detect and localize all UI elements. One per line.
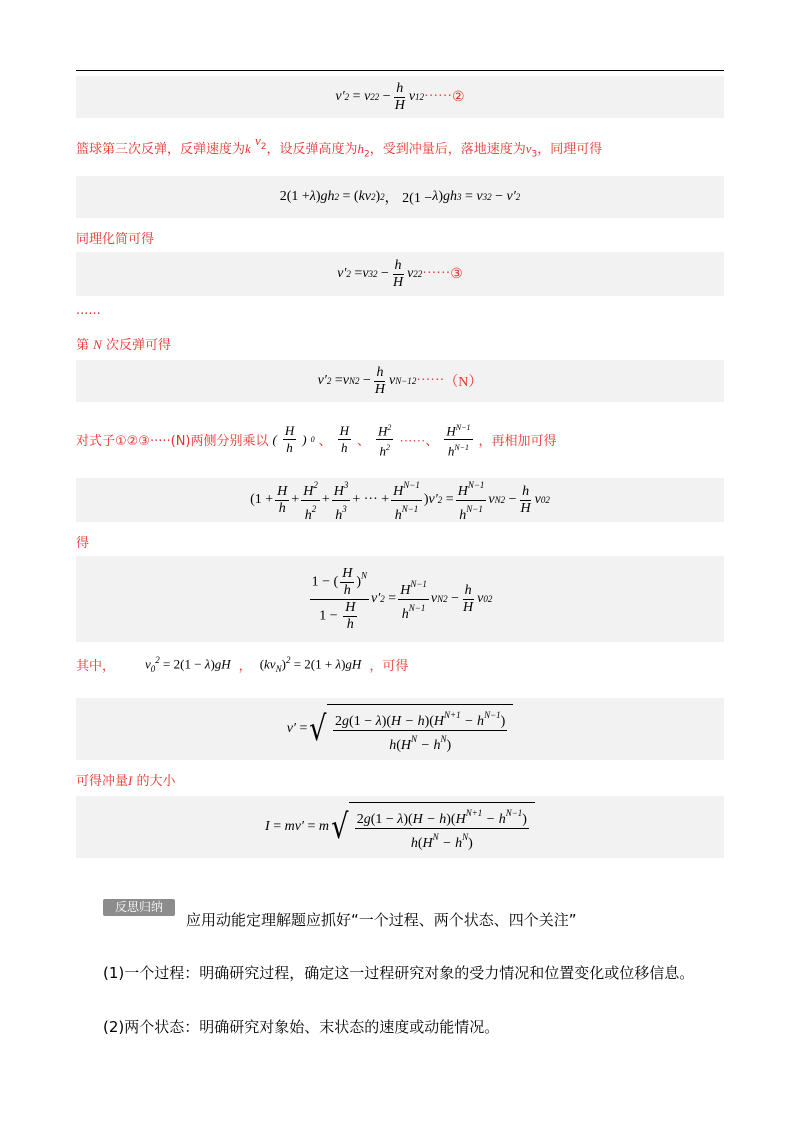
text-de: 得 [76, 536, 90, 551]
equation-sum: (1 + $\frac{H}{h}$ + $\frac{H^2}{h^2}$ + $\frac{H^3}{h^3}$ + ··· + $\frac{H^{N-1}}{h^{N-1}}$ ) v′ 2 = $\frac{H^{N-1}}{h^{N-1}}$ v N 2 − $\frac{h}{H}$ v 0 2 [76, 478, 724, 522]
equation-vprime: v′ = √ $\frac{2g(1 - \lambda)(H - h)(H^{N+1} - h^{N-1})}{h(H^N - h^N)}$ [76, 698, 724, 760]
text-multiply: 对式子①②③·····(N)两侧分别乘以 ( $\frac{H}{h}$ ) 0 、 $\frac{H}{h}$ 、 $\frac{H^2}{h^2}$ ······、 $\frac{H^{N-1}}{h^{N-1}}$ ，再相加可得 [76, 420, 557, 460]
equation-box-third [76, 176, 724, 218]
equation-box-vprime [76, 698, 724, 760]
equation-n: v′ 2 = v N 2 − $\frac{h}{H}$ v N−1 2 ······ （N） [317, 364, 483, 397]
text-third-bounce: 篮球第三次反弹，反弹速度为k $v_2$，设反弹高度为$h_2$，受到冲量后，落地速度为$v_3$，同理可得 [76, 133, 603, 160]
text-where: 其中， $v_0^2 = 2(1 - \lambda)gH$ ， $(kv_N)^2 = 2(1 + \lambda)gH$ ，可得 [76, 655, 409, 674]
equation-3: v′ 2 = v 3 2 − $\frac{h}{H}$ v 2 2 ······ ③ [337, 257, 463, 290]
text-impulse: 可得冲量I 的大小 [76, 773, 176, 789]
equation-box-sum [76, 478, 724, 522]
summary-heading: 应用动能定理解题应抓好“一个过程、两个状态、四个关注” [186, 911, 577, 929]
equation-box-n [76, 360, 724, 402]
text-simplify: 同理化简可得 [76, 232, 155, 247]
equation-box-simplified [76, 556, 724, 642]
equation-impulse: I = mv′ = m √ $\frac{2g(1 - \lambda)(H - h)(H^{N+1} - h^{N-1})}{h(H^N - h^N)}$ [76, 796, 724, 858]
equation-box-3 [76, 252, 724, 296]
text-nth-bounce: 第 N 次反弹可得 [76, 337, 171, 353]
summary-tag: 反思归纳 [103, 899, 175, 916]
equation-simplified: 1 − ( $\frac{H}{h}$ )$^N$ 1 − $\frac{H}{h}$ v′ 2 = $\frac{H^{N-1}}{h^{N-1}}$ v N 2 − $\frac{h}{H}$ v 0 2 [311, 565, 493, 632]
summary-point-1: (1)一个过程：明确研究过程，确定这一过程研究对象的受力情况和位置变化或位移信息。 [103, 964, 695, 982]
equation-2: v′ 2 = v 2 2 − $\frac{h}{H}$ v 1 2 ······ ② [335, 80, 465, 113]
equation-box-2 [76, 76, 724, 118]
text-ellipsis: ...... [76, 303, 101, 318]
equation-box-impulse [76, 796, 724, 858]
top-rule [76, 70, 724, 71]
equation-third: 2(1 + λ ) gh 2 = ( kv 2 ) 2 ， 2(1 − λ ) gh 3 = v 3 2 − v′ 2 [279, 189, 521, 206]
summary-point-2: (2)两个状态：明确研究对象始、末状态的速度或动能情况。 [103, 1018, 500, 1036]
